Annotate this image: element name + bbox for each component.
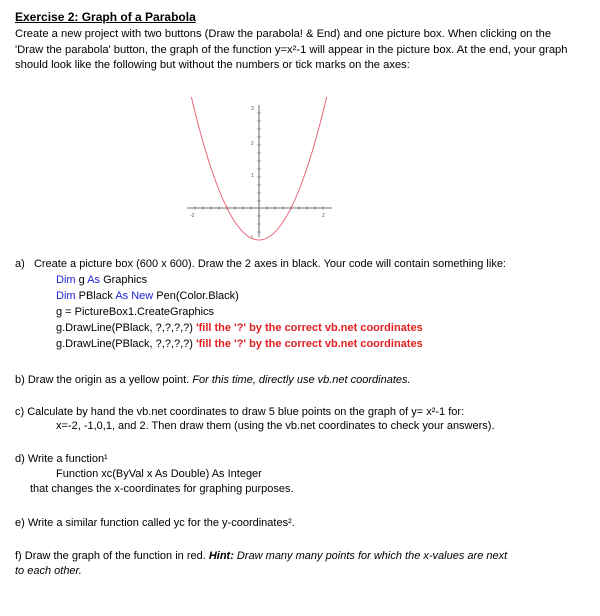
part-c-line-1: c) Calculate by hand the vb.net coordinates to draw 5 blue points on the graph of y= x²-1 for:: [15, 406, 465, 418]
y-tick-label: 3: [251, 106, 254, 112]
exercise-title: Exercise 2: Graph of a Parabola: [15, 10, 196, 24]
code-line-3: g = PictureBox1.CreateGraphics: [56, 306, 215, 318]
part-e-text: e) Write a similar function called yc for the y-coordinates².: [15, 517, 295, 529]
keyword: Dim: [56, 290, 76, 302]
y-tick-label: -1: [249, 235, 254, 241]
part-f-line-2: to each other.: [15, 565, 82, 577]
keyword: As: [87, 274, 101, 286]
y-tick-label: 1: [251, 173, 254, 179]
x-tick-label: -2: [190, 213, 195, 219]
code-comment: 'fill the '?' by the correct vb.net coordinates: [196, 322, 423, 334]
part-d-line-1: d) Write a function¹: [15, 453, 108, 465]
intro-paragraph: Create a new project with two buttons (Draw the parabola! & End) and one picture box. When clicking on the 'Draw the parabola' button, the graph of the function y=x²-1 will appear in the picture box. At the end, your graph should look like the following but without the numbers or tick marks on the axes:: [15, 28, 568, 71]
code-line-5: g.DrawLine(PBlack, ?,?,?,?) 'fill the '?' by the correct vb.net coordinates: [56, 338, 423, 350]
part-d-line-2: Function xc(ByVal x As Double) As Integer: [56, 468, 262, 480]
code-line-1: Dim g As Graphics: [56, 274, 148, 286]
part-d-line-3: that changes the x-coordinates for graphing purposes.: [30, 483, 294, 495]
part-c-line-2: x=-2, -1,0,1, and 2. Then draw them (using the vb.net coordinates to check your answers).: [56, 420, 495, 432]
keyword: As: [115, 290, 129, 302]
code-comment: 'fill the '?' by the correct vb.net coordinates: [196, 338, 423, 350]
parabola-graph: [172, 97, 342, 245]
part-f-line-1: f) Draw the graph of the function in red. Hint: Draw many many points for which the x-values are next: [15, 550, 508, 562]
keyword: New: [131, 290, 154, 302]
code-line-4: g.DrawLine(PBlack, ?,?,?,?) 'fill the '?' by the correct vb.net coordinates: [56, 322, 423, 334]
x-tick-label: 2: [322, 213, 325, 219]
part-a-label: a): [15, 258, 25, 270]
part-b-text: b) Draw the origin as a yellow point. For this time, directly use vb.net coordinates.: [15, 374, 411, 386]
part-a-text: [15, 257, 506, 271]
keyword: Dim: [56, 274, 76, 286]
y-tick-label: 2: [251, 141, 254, 147]
part-a-instruction: Create a picture box (600 x 600). Draw the 2 axes in black. Your code will contain something like:: [33, 258, 506, 270]
code-line-2: Dim PBlack As New Pen(Color.Black): [56, 290, 239, 302]
